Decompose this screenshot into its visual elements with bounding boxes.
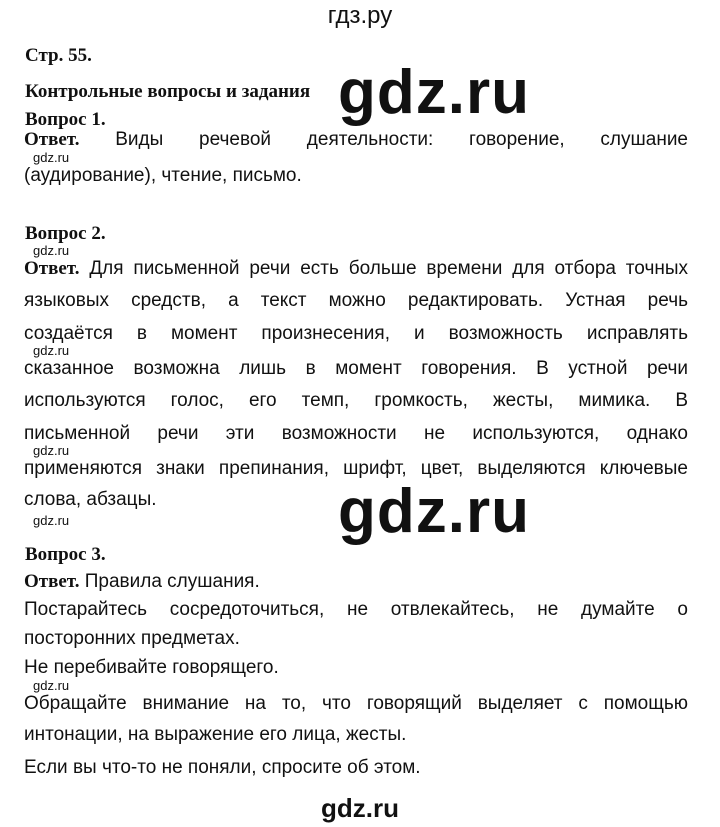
answer-line: используются голос, его темп, громкость, жесты, мимика. В (24, 390, 688, 411)
question-1-title: Вопрос 1. (25, 109, 106, 130)
answer-label: Ответ. (24, 571, 80, 592)
question-2-title: Вопрос 2. (25, 223, 106, 244)
answer-line: Обращайте внимание на то, что говорящий выделяет с помощью (24, 693, 688, 714)
answer-line: посторонних предметах. (24, 628, 240, 649)
answer-label: Ответ. (24, 129, 80, 150)
answer-line: Постарайтесь сосредоточиться, не отвлекайтесь, не думайте о (24, 599, 688, 620)
answer-line: Не перебивайте говорящего. (24, 657, 279, 678)
page-ref: Стр. 55. (25, 45, 92, 66)
answer-line: (аудирование), чтение, письмо. (24, 165, 302, 186)
answer-text: Для письменной речи есть больше времени для отбора точных (79, 258, 688, 279)
answer-line: применяются знаки препинания, шрифт, цвет, выделяются ключевые (24, 458, 688, 479)
answer-label: Ответ. (24, 258, 80, 279)
answer-line (24, 572, 260, 591)
small-watermark: gdz.ru (33, 243, 70, 258)
question-3-title: Вопрос 3. (25, 544, 106, 565)
answer-line (24, 259, 688, 278)
small-watermark: gdz.ru (33, 678, 70, 693)
answer-line: сказанное возможна лишь в момент говорения. В устной речи (24, 358, 688, 379)
footer-watermark: gdz.ru (321, 793, 399, 823)
answer-line: создаётся в момент произнесения, и возможность исправлять (24, 323, 688, 344)
small-watermark: gdz.ru (33, 343, 70, 358)
answer-text: Правила слушания. (79, 571, 260, 592)
answer-line: интонации, на выражение его лица, жесты. (24, 724, 407, 745)
answer-line: слова, абзацы. (24, 489, 157, 510)
watermark: gdz.ru (338, 477, 530, 546)
answer-line: Если вы что-то не поняли, спросите об этом. (24, 757, 421, 778)
small-watermark: gdz.ru (33, 513, 70, 528)
answer-line (24, 130, 688, 149)
section-title: Контрольные вопросы и задания (25, 81, 311, 102)
small-watermark: gdz.ru (33, 443, 70, 458)
answer-line: письменной речи эти возможности не используются, однако (24, 423, 688, 444)
watermark: gdz.ru (338, 58, 530, 127)
answer-text: Виды речевой деятельности: говорение, слушание (79, 129, 688, 150)
answer-line: языковых средств, а текст можно редактировать. Устная речь (24, 290, 688, 311)
site-header: гдз.ру (327, 2, 393, 29)
small-watermark: gdz.ru (33, 150, 70, 165)
